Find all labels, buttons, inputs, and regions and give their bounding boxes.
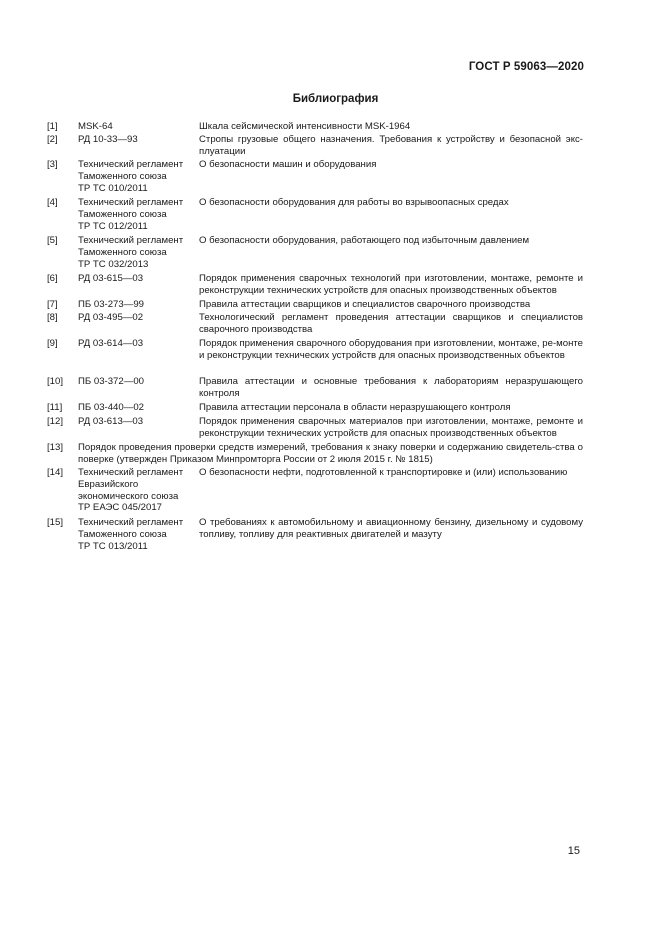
entry-number: [15]	[47, 517, 64, 528]
entry-number: [1]	[47, 121, 58, 132]
entry-description: О требованиях к автомобильному и авиационному бензину, дизельному и судовому топливу, топливу для реактивных двигателей и мазуту	[199, 517, 583, 540]
entry-description: Порядок применения сварочных технологий при изготовлении, монтаже, ремонте и реконструкции технических устройств для опасных производственных объектов	[199, 273, 583, 296]
entry-number: [5]	[47, 235, 58, 246]
entry-description: Правила аттестации персонала в области неразрушающего контроля	[199, 402, 511, 413]
entry-description: Порядок проведения проверки средств измерений, требования к знаку поверки и содержанию свидетель-ства о поверке (утвержден Приказом Минпромторга России от 2 июля 2015 г. № 1815)	[78, 442, 583, 465]
entry-reference: РД 03-495—02	[78, 312, 144, 323]
entry-reference: РД 03-614—03	[78, 338, 144, 349]
entry-description: О безопасности оборудования для работы во взрывоопасных средах	[199, 197, 509, 208]
entry-description: Шкала сейсмической интенсивности MSK-1964	[199, 121, 411, 132]
entry-number: [6]	[47, 273, 58, 284]
entry-description: О безопасности машин и оборудования	[199, 159, 377, 170]
entry-description: Порядок применения сварочного оборудования при изготовлении, монтаже, ре-монте и реконструкции технических устройств для опасных производственных объектов	[199, 338, 583, 361]
entry-description: Порядок применения сварочных материалов при изготовлении, монтаже, ремонте и реконструкции технических устройств для опасных производственных объектов	[199, 416, 583, 439]
entry-reference: ПБ 03-273—99	[78, 299, 144, 310]
page-title: Библиография	[292, 93, 379, 105]
entry-reference: Технический регламент Таможенного союза ТР ТС 012/2011	[78, 197, 184, 232]
entry-reference: РД 10-33—93	[78, 134, 138, 145]
entry-number: [2]	[47, 134, 58, 145]
entry-number: [3]	[47, 159, 58, 170]
entry-number: [10]	[47, 376, 64, 387]
entry-reference: Технический регламент Евразийского экономического союза ТР ЕАЭС 045/2017	[78, 467, 184, 514]
entry-reference: Технический регламент Таможенного союза ТР ТС 013/2011	[78, 517, 184, 552]
entry-number: [9]	[47, 338, 58, 349]
entry-description: Технологический регламент проведения аттестации сварщиков и специалистов сварочного производства	[199, 312, 583, 335]
entry-reference: РД 03-615—03	[78, 273, 144, 284]
entry-reference: MSK-64	[78, 121, 113, 132]
entry-number: [11]	[47, 402, 63, 413]
entry-description: О безопасности оборудования, работающего под избыточным давлением	[199, 235, 530, 246]
entry-number: [12]	[47, 416, 64, 427]
entry-number: [13]	[47, 442, 64, 453]
entry-description: Правила аттестации и основные требования к лабораториям неразрушающего контроля	[199, 376, 583, 399]
entry-reference: Технический регламент Таможенного союза ТР ТС 010/2011	[78, 159, 184, 194]
entry-reference: Технический регламент Таможенного союза ТР ТС 032/2013	[78, 235, 184, 270]
entry-reference: ПБ 03-372—00	[78, 376, 144, 387]
entry-description: Стропы грузовые общего назначения. Требования к устройству и безопасной экс-плуатации	[199, 134, 583, 157]
standard-code: ГОСТ Р 59063—2020	[468, 61, 584, 73]
entry-reference: ПБ 03-440—02	[78, 402, 144, 413]
entry-reference: РД 03-613—03	[78, 416, 144, 427]
entry-number: [4]	[47, 197, 58, 208]
page-number: 15	[567, 845, 580, 857]
entry-number: [7]	[47, 299, 58, 310]
entry-description: О безопасности нефти, подготовленной к транспортировке и (или) использованию	[199, 467, 568, 478]
entry-description: Правила аттестации сварщиков и специалистов сварочного производства	[199, 299, 531, 310]
entry-number: [8]	[47, 312, 58, 323]
entry-number: [14]	[47, 467, 64, 478]
